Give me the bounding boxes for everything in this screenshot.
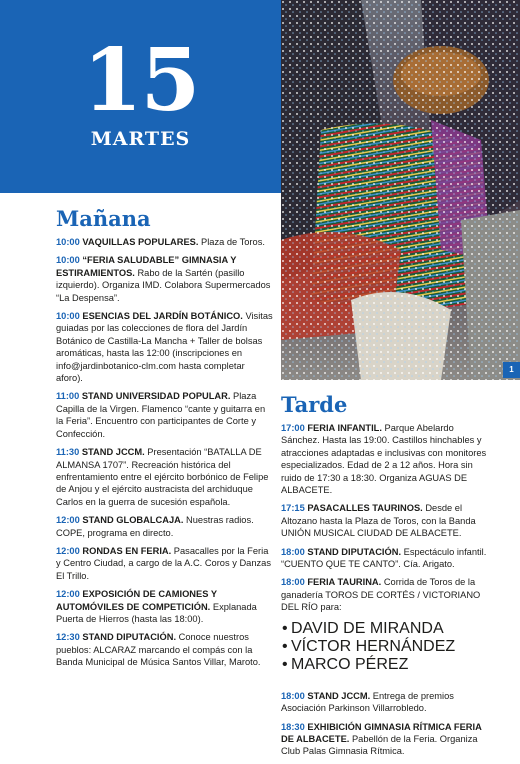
event-time: 10:00 — [56, 311, 80, 322]
event-details: Corrida de Toros de la ganadería TOROS DE CORTÉS / VICTORIANO DEL RÍO para: — [281, 577, 481, 613]
event-item — [56, 390, 274, 440]
event-time: 10:00 — [56, 255, 80, 266]
event-details: Pasacalles por la Feria y Centro Ciudad, a cargo de la A.C. Coros y Danzas El Trillo. — [56, 545, 271, 581]
event-title: EXPOSICIÓN DE CAMIONES Y AUTOMÓVILES DE COMPETICIÓN. — [56, 589, 217, 612]
event-item — [56, 588, 274, 625]
festival-photo — [281, 0, 520, 380]
event-item — [56, 310, 274, 384]
event-details: Pabellón de la Feria. Organiza Club Palas Gimnasia Rítmica. — [281, 733, 478, 757]
event-title: “FERIA SALUDABLE” GIMNASIA Y ESTIRAMIENTOS. — [56, 255, 237, 278]
event-details: Explanada Puerta de Hierros (hasta las 18:00). — [56, 601, 257, 624]
event-details: Espectáculo infantil. “CUENTO QUE TE CANTO”. Cía. Arigato. — [281, 546, 487, 570]
event-time: 18:00 — [281, 546, 305, 557]
afternoon-event-list — [281, 422, 495, 758]
date-header — [0, 0, 281, 193]
event-details: Conoce nuestros pueblos: ALCARAZ marcando el compás con la Banda Municipal de Música Santos Villar, Maroto. — [56, 632, 261, 668]
event-time: 17:15 — [281, 503, 305, 514]
event-details: Parque Abelardo Sánchez. Hasta las 19:00. Castillos hinchables y atracciones adaptadas e inclusivas con monitores especializados. Edad de 2 a 12 años. Hora sin ruido de 17:30 a 18:30. Organiza AGUAS DE ALBACETE. — [281, 423, 487, 496]
event-title: FERIA TAURINA. — [307, 577, 382, 588]
event-item — [281, 502, 495, 539]
event-time: 12:00 — [56, 515, 80, 526]
page-number-badge: 1 — [503, 362, 520, 378]
bullfighter-list — [281, 620, 495, 674]
event-time: 10:00 — [56, 237, 80, 247]
event-time: 11:30 — [56, 447, 80, 458]
event-title: STAND GLOBALCAJA. — [82, 515, 184, 526]
event-time: 18:00 — [281, 577, 305, 588]
event-item — [56, 545, 274, 582]
event-title: PASACALLES TAURINOS. — [307, 503, 423, 514]
bullfighter-item: • MARCO PÉREZ — [281, 656, 495, 674]
afternoon-title: Tarde — [281, 392, 348, 417]
event-title: STAND DIPUTACIÓN. — [307, 546, 402, 557]
bullfighter-item: • VÍCTOR HERNÁNDEZ — [281, 638, 495, 656]
event-time: 18:30 — [281, 721, 305, 732]
festival-photo-art — [281, 0, 520, 380]
event-time: 18:00 — [281, 690, 305, 701]
bullfighter-item: • DAVID DE MIRANDA — [281, 620, 495, 638]
event-details: Desde el Altozano hasta la Plaza de Toros, con la Banda UNIÓN MUSICAL CIUDAD DE ALBACETE. — [281, 503, 476, 539]
event-item — [281, 422, 495, 496]
event-time: 12:30 — [56, 632, 80, 643]
event-title: STAND JCCM. — [81, 447, 145, 458]
event-time: 12:00 — [56, 589, 80, 600]
event-time: 11:00 — [56, 391, 80, 402]
event-details: Plaza de Toros. — [198, 237, 265, 247]
event-item — [56, 236, 274, 248]
afternoon-section — [281, 392, 495, 764]
event-title: STAND UNIVERSIDAD POPULAR. — [81, 391, 231, 402]
morning-title: Mañana — [56, 206, 151, 231]
event-time: 17:00 — [281, 423, 305, 433]
event-item — [56, 631, 274, 668]
event-details: Entrega de premios Asociación Parkinson Villarrobledo. — [281, 690, 454, 714]
event-title: STAND JCCM. — [307, 690, 371, 701]
event-details: Plaza Capilla de la Virgen. Flamenco “cante y guitarra en la Feria”. Encuentro con participantes de Corte y Confección. — [56, 391, 266, 439]
morning-section — [56, 206, 274, 675]
event-time: 12:00 — [56, 545, 80, 556]
event-details: Presentación “BATALLA DE ALMANSA 1707”. Recreación histórica del enfrentamiento entre el ejército borbónico de Felipe de Anjou y el ejército austracista del archiduque Carlos en la guerra de sucesión española. — [56, 447, 269, 507]
event-item — [56, 254, 274, 304]
event-title: RONDAS EN FERIA. — [82, 545, 172, 556]
event-details: Nuestras radios. COPE, programa en directo. — [56, 515, 254, 538]
event-details: Visitas guiadas por las colecciones de flora del Jardín Botánico de Castilla-La Mancha + Taller de bolsas aromáticas, hasta las 12:00 (inscripciones en info@jardinbotanico-clm.com hasta completar aforo). — [56, 311, 273, 384]
event-item — [281, 690, 495, 715]
event-item — [56, 514, 274, 539]
event-item — [56, 446, 274, 508]
morning-event-list — [56, 236, 274, 669]
event-item — [281, 576, 495, 613]
event-title: VAQUILLAS POPULARES. — [82, 237, 199, 247]
event-title: ESENCIAS DEL JARDÍN BOTÁNICO. — [82, 311, 243, 322]
event-title: FERIA INFANTIL. — [307, 423, 382, 433]
weekday-label: MARTES — [90, 128, 191, 150]
day-number: 15 — [82, 30, 199, 131]
event-details: Rabo de la Sartén (pasillo izquierdo). Organiza IMD. Colabora Supermercados “La Despensa”. — [56, 267, 271, 303]
event-title: STAND DIPUTACIÓN. — [82, 632, 177, 643]
event-item — [281, 721, 495, 758]
event-item — [281, 546, 495, 571]
event-title: EXHIBICIÓN GIMNASIA RÍTMICA FERIA DE ALBACETE. — [281, 721, 482, 744]
